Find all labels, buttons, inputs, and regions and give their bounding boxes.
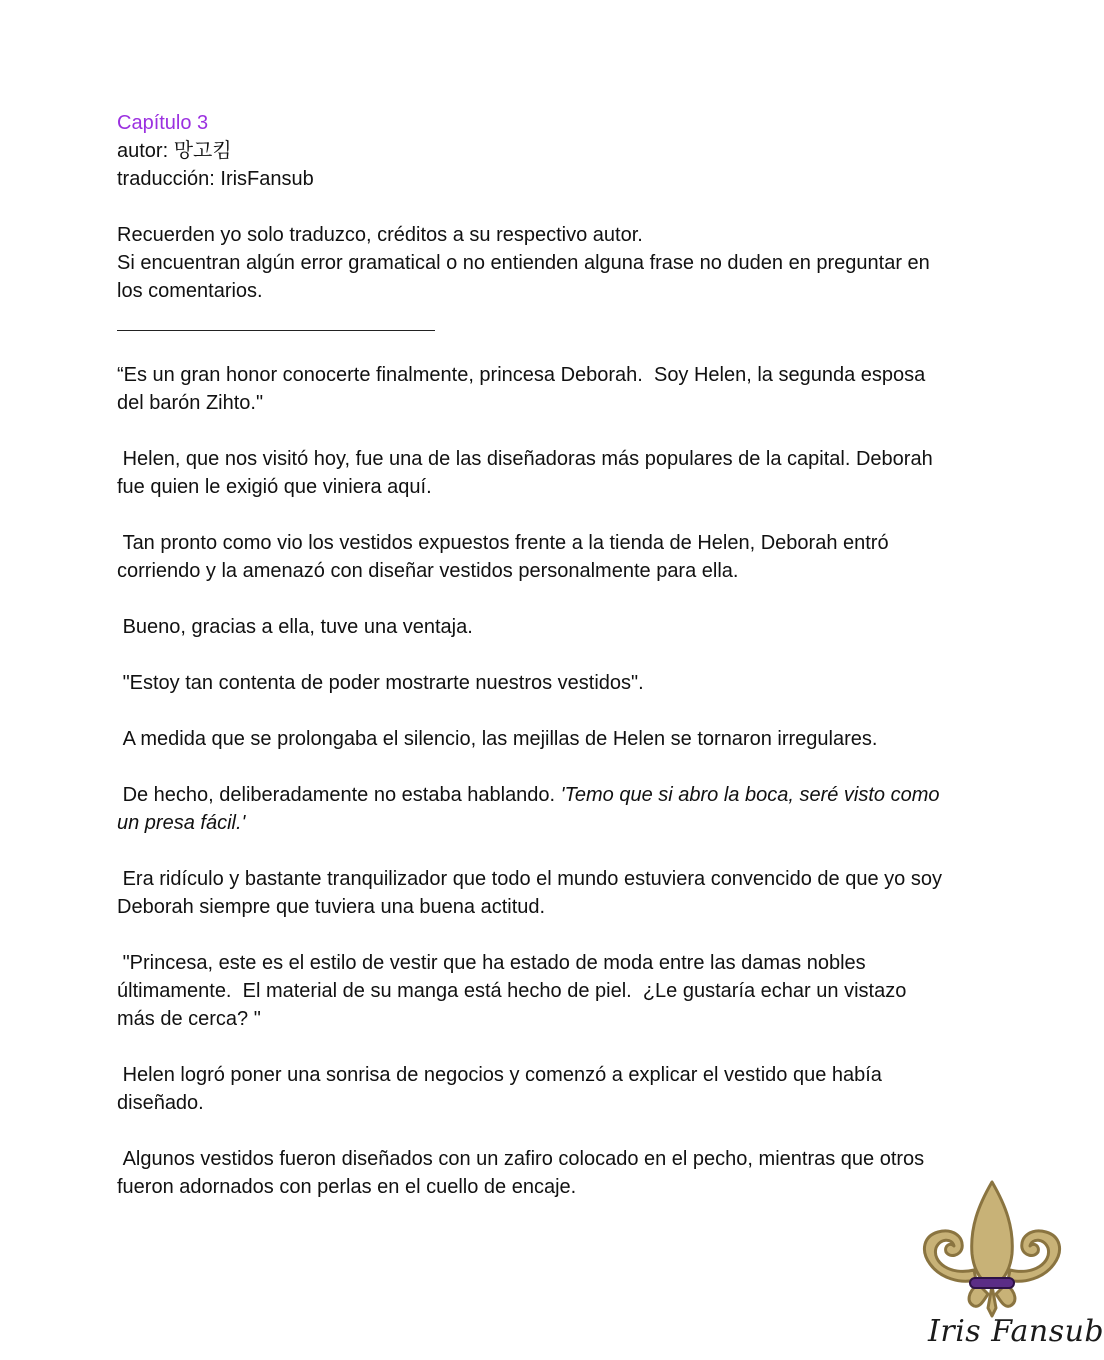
story-text — [117, 361, 947, 1201]
paragraph-3: Tan pronto como vio los vestidos expuestos frente a la tienda de Helen, Deborah entró corriendo y la amenazó con diseñar vestidos personalmente para ella. — [117, 532, 895, 582]
paragraph-8: Era ridículo y bastante tranquilizador que todo el mundo estuviera convencido de que yo soy Deborah siempre que tuviera una buena actitud. — [117, 868, 948, 918]
author-line: autor: 망고킴 — [117, 140, 232, 162]
paragraph-9: "Princesa, este es el estilo de vestir que ha estado de moda entre las damas nobles últimamente. El material de su manga está hecho de piel. ¿Le gustaría echar un vistazo más de cerca? " — [117, 952, 912, 1030]
paragraph-7-text: De hecho, deliberadamente no estaba hablando. — [117, 784, 561, 806]
paragraph-10: Helen logró poner una sonrisa de negocios y comenzó a explicar el vestido que había diseñado. — [117, 1064, 888, 1114]
watermark-text: Iris Fansub — [928, 1314, 1104, 1349]
fleur-de-lis-icon — [916, 1176, 1072, 1316]
inner-thought: 'Temo que si abro la boca, seré visto como un presa fácil.' — [117, 784, 946, 834]
paragraph-2: Helen, que nos visitó hoy, fue una de las diseñadoras más populares de la capital. Deborah fue quien le exigió que viniera aquí. — [117, 448, 939, 498]
document-page — [117, 109, 947, 1201]
iris-fansub-watermark — [916, 1176, 1104, 1360]
paragraph-5: "Estoy tan contenta de poder mostrarte nuestros vestidos". — [117, 672, 644, 694]
notice-line-1: Recuerden yo solo traduzco, créditos a su respectivo autor. — [117, 224, 643, 246]
paragraph-4: Bueno, gracias a ella, tuve una ventaja. — [117, 616, 473, 638]
paragraph-7 — [117, 781, 947, 837]
separator-line — [117, 305, 435, 333]
paragraph-11: Algunos vestidos fueron diseñados con un zafiro colocado en el pecho, mientras que otros fueron adornados con perlas en el cuello de encaje. — [117, 1148, 930, 1198]
paragraph-1: “Es un gran honor conocerte finalmente, princesa Deborah. Soy Helen, la segunda esposa del barón Zihto." — [117, 364, 931, 414]
spacer — [117, 193, 947, 221]
notice-line-2: Si encuentran algún error gramatical o no entienden alguna frase no duden en preguntar en los comentarios. — [117, 252, 936, 302]
spacer — [117, 333, 947, 361]
paragraph-6: A medida que se prolongaba el silencio, las mejillas de Helen se tornaron irregulares. — [117, 728, 878, 750]
chapter-title: Capítulo 3 — [117, 112, 209, 134]
translation-credit: traducción: IrisFansub — [117, 168, 314, 190]
